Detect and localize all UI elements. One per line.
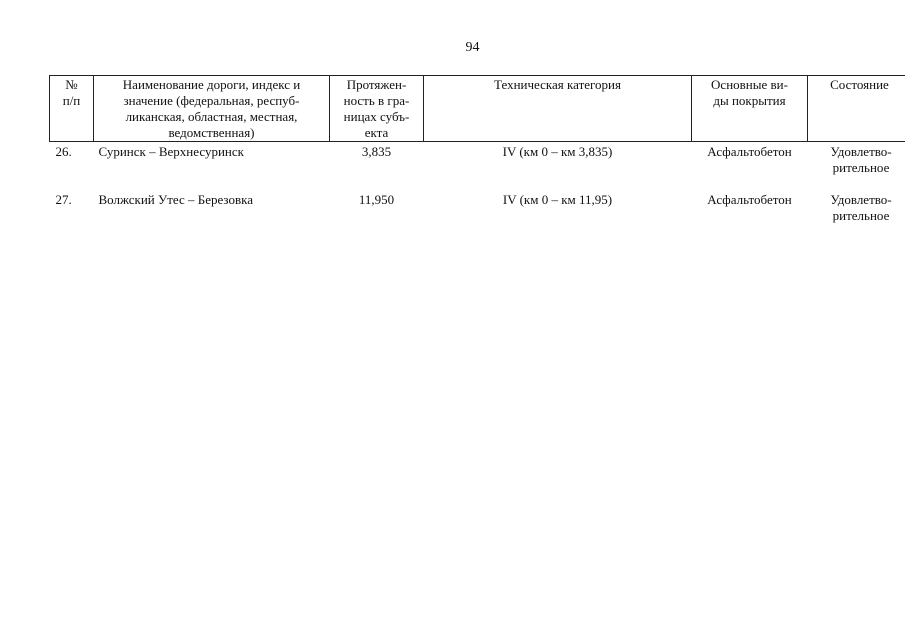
road-category: IV (км 0 – км 11,95) — [502, 192, 613, 207]
header-line: Протяжен- — [346, 77, 407, 92]
header-row — [50, 76, 905, 142]
page-number: 94 — [465, 40, 480, 55]
header-line: ды покрытия — [713, 93, 786, 108]
header-line: Состояние — [830, 77, 889, 92]
table-row — [50, 190, 905, 238]
road-state — [808, 190, 905, 238]
row-number: 27. — [55, 192, 72, 207]
header-line: значение (федеральная, респуб- — [123, 93, 300, 108]
state-line: Удовлетво- — [830, 192, 892, 207]
road-name: Суринск – Верхнесуринск — [98, 144, 244, 159]
road-state — [808, 142, 905, 191]
road-length: 3,835 — [361, 144, 392, 159]
header-line: № — [65, 77, 78, 92]
state-line: рительное — [832, 208, 890, 223]
header-line: Основные ви- — [711, 77, 788, 92]
header-line: екта — [364, 125, 389, 140]
roads-table — [49, 75, 905, 238]
header-category — [424, 76, 692, 142]
header-line: ведомственная) — [168, 125, 255, 140]
road-surface: Асфальтобетон — [707, 144, 792, 159]
header-road-name — [94, 76, 330, 142]
road-length: 11,950 — [358, 192, 395, 207]
table-row — [50, 142, 905, 191]
road-surface: Асфальтобетон — [707, 192, 792, 207]
table-header — [50, 76, 905, 142]
header-length — [330, 76, 424, 142]
header-line: ликанская, областная, местная, — [125, 109, 298, 124]
header-surface — [692, 76, 808, 142]
state-line: Удовлетво- — [830, 144, 892, 159]
header-state — [808, 76, 905, 142]
header-line: п/п — [62, 93, 81, 108]
road-category: IV (км 0 – км 3,835) — [502, 144, 613, 159]
header-line: ницах субъ- — [343, 109, 410, 124]
table-body — [50, 142, 905, 239]
road-name: Волжский Утес – Березовка — [98, 192, 253, 207]
state-line: рительное — [832, 160, 890, 175]
row-number: 26. — [55, 144, 72, 159]
header-number — [50, 76, 94, 142]
header-line: Техническая категория — [494, 77, 621, 92]
header-line: ность в гра- — [343, 93, 410, 108]
header-line: Наименование дороги, индекс и — [122, 77, 301, 92]
